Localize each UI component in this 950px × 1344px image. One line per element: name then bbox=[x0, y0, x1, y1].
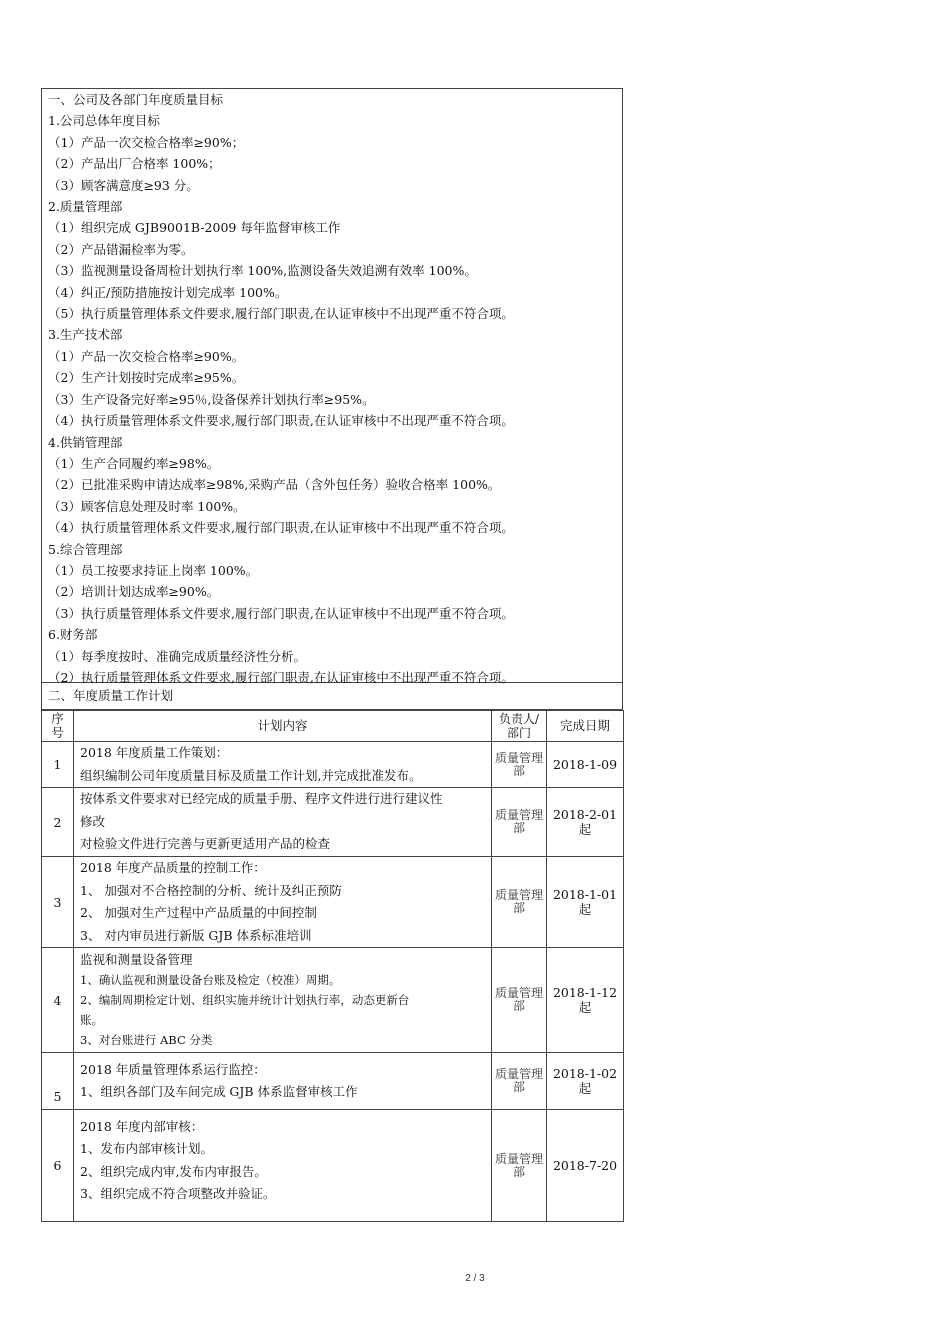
row-owner: 质量管理部 bbox=[492, 948, 547, 1053]
goal-line: 3.生产技术部 bbox=[48, 327, 123, 343]
row-content-line: 修改 bbox=[80, 813, 106, 829]
row-content-line: 账。 bbox=[80, 1013, 103, 1027]
header-owner: 负责人/部门 bbox=[492, 711, 547, 742]
row-date: 2018-7-20 bbox=[547, 1110, 624, 1222]
goal-line: （3）执行质量管理体系文件要求,履行部门职责,在认证审核中不出现严重不符合项。 bbox=[48, 605, 514, 621]
goal-line: （5）执行质量管理体系文件要求,履行部门职责,在认证审核中不出现严重不符合项。 bbox=[48, 306, 514, 322]
row-date: 2018-1-01 起 bbox=[547, 857, 624, 948]
row-content-line: 1、发布内部审核计划。 bbox=[80, 1141, 213, 1156]
table-row bbox=[42, 948, 624, 1053]
row-content-line: 3、 对内审员进行新版 GJB 体系标准培训 bbox=[80, 927, 312, 943]
goals-title: 一、公司及各部门年度质量目标 bbox=[48, 92, 224, 107]
row-date: 2018-2-01 起 bbox=[547, 788, 624, 857]
row-content bbox=[74, 1053, 492, 1110]
goal-line: 5.综合管理部 bbox=[48, 541, 123, 557]
row-num: 6 bbox=[42, 1110, 74, 1222]
row-content-line: 2、组织完成内审,发布内审报告。 bbox=[80, 1163, 267, 1179]
goal-line: （4）执行质量管理体系文件要求,履行部门职责,在认证审核中不出现严重不符合项。 bbox=[48, 520, 514, 536]
row-num: 2 bbox=[42, 788, 74, 857]
row-content-line: 2018 年质量管理体系运行监控： bbox=[80, 1061, 266, 1077]
row-content-line: 2、编制周期检定计划、组织实施并统计计划执行率，动态更新台 bbox=[80, 993, 410, 1007]
goal-line: （3）监视测量设备周检计划执行率 100%,监测设备失效追溯有效率 100%。 bbox=[48, 263, 477, 279]
row-content-line: 1、组织各部门及车间完成 GJB 体系监督审核工作 bbox=[80, 1084, 358, 1099]
goal-line: （1）每季度按时、准确完成质量经济性分析。 bbox=[48, 648, 306, 664]
row-content-line: 2018 年度内部审核： bbox=[80, 1118, 204, 1134]
row-content-line: 组织编制公司年度质量目标及质量工作计划,并完成批准发布。 bbox=[80, 767, 422, 783]
row-content-line: 按体系文件要求对已经完成的质量手册、程序文件进行进行建议性 bbox=[80, 791, 443, 807]
goal-line: （2）已批准采购申请达成率≥98%,采购产品（含外包任务）验收合格率 100%。 bbox=[48, 477, 501, 493]
row-owner: 质量管理部 bbox=[492, 742, 547, 788]
page-number: 2 / 3 bbox=[465, 1273, 485, 1284]
row-content-line: 2018 年度产品质量的控制工作： bbox=[80, 860, 266, 875]
table-row bbox=[42, 788, 624, 857]
table-row bbox=[42, 742, 624, 788]
goal-line: （1）组织完成 GJB9001B-2009 每年监督审核工作 bbox=[48, 220, 341, 236]
goal-line: （1）员工按要求持证上岗率 100%。 bbox=[48, 562, 259, 578]
row-content-line: 监视和测量设备管理 bbox=[80, 952, 193, 967]
row-content-line: 1、 加强对不合格控制的分析、统计及纠正预防 bbox=[80, 882, 342, 898]
row-content bbox=[74, 1110, 492, 1222]
goal-line: 4.供销管理部 bbox=[48, 434, 123, 450]
goal-line: 6.财务部 bbox=[48, 627, 98, 643]
row-content-line: 2018 年度质量工作策划： bbox=[80, 745, 229, 760]
row-content bbox=[74, 857, 492, 948]
row-content-line: 3、对台账进行 ABC 分类 bbox=[80, 1033, 213, 1047]
header-content: 计划内容 bbox=[74, 711, 492, 742]
goal-line: （3）顾客满意度≥93 分。 bbox=[48, 177, 199, 193]
row-date: 2018-1-09 bbox=[547, 742, 624, 788]
row-owner: 质量管理部 bbox=[492, 857, 547, 948]
row-num: 1 bbox=[42, 742, 74, 788]
row-date: 2018-1-12 起 bbox=[547, 948, 624, 1053]
document-page bbox=[41, 88, 623, 1222]
row-content-line: 对检验文件进行完善与更新更适用产品的检查 bbox=[80, 836, 331, 852]
header-num: 序号 bbox=[42, 711, 74, 742]
row-num: 4 bbox=[42, 948, 74, 1053]
row-content bbox=[74, 788, 492, 857]
row-content-line: 3、组织完成不符合项整改并验证。 bbox=[80, 1186, 276, 1201]
goal-line: 2.质量管理部 bbox=[48, 199, 123, 215]
row-num: 5 bbox=[42, 1053, 74, 1110]
row-owner: 质量管理部 bbox=[492, 1110, 547, 1222]
row-date: 2018-1-02 起 bbox=[547, 1053, 624, 1110]
table-row bbox=[42, 1110, 624, 1222]
goal-line: （3）生产设备完好率≥95％,设备保养计划执行率≥95%。 bbox=[48, 391, 375, 407]
row-owner: 质量管理部 bbox=[492, 788, 547, 857]
goal-line: （4）执行质量管理体系文件要求,履行部门职责,在认证审核中不出现严重不符合项。 bbox=[48, 413, 514, 429]
goal-line: （1）生产合同履约率≥98%。 bbox=[48, 455, 220, 471]
goal-line: （2）产品错漏检率为零。 bbox=[48, 241, 194, 257]
goal-line: （2）产品出厂合格率 100%； bbox=[48, 156, 221, 172]
header-date: 完成日期 bbox=[547, 711, 624, 742]
row-content-line: 1、确认监视和测量设备台账及检定（校准）周期。 bbox=[80, 973, 341, 987]
table-row bbox=[42, 1053, 624, 1110]
goals-list bbox=[48, 110, 616, 688]
goal-line: （2）培训计划达成率≥90%。 bbox=[48, 584, 220, 600]
row-owner: 质量管理部 bbox=[492, 1053, 547, 1110]
plan-table-header bbox=[42, 711, 624, 742]
goal-line: （3）顾客信息处理及时率 100%。 bbox=[48, 498, 246, 514]
goal-line: （4）纠正/预防措施按计划完成率 100%。 bbox=[48, 284, 288, 300]
plan-section-title: 二、年度质量工作计划 bbox=[41, 683, 623, 710]
row-content-line: 2、 加强对生产过程中产品质量的中间控制 bbox=[80, 905, 317, 920]
plan-table bbox=[41, 710, 624, 1222]
row-num: 3 bbox=[42, 857, 74, 948]
goal-line: （1）产品一次交检合格率≥90%； bbox=[48, 134, 245, 150]
goal-line: （1）产品一次交检合格率≥90%。 bbox=[48, 348, 245, 364]
goal-line: 1.公司总体年度目标 bbox=[48, 113, 160, 129]
row-content bbox=[74, 948, 492, 1053]
table-row bbox=[42, 857, 624, 948]
quality-goals-section bbox=[41, 88, 623, 683]
goal-line: （2）执行质量管理体系文件要求,履行部门职责,在认证审核中不出现严重不符合项。 bbox=[48, 669, 514, 685]
row-content bbox=[74, 742, 492, 788]
goal-line: （2）生产计划按时完成率≥95%。 bbox=[48, 370, 245, 386]
